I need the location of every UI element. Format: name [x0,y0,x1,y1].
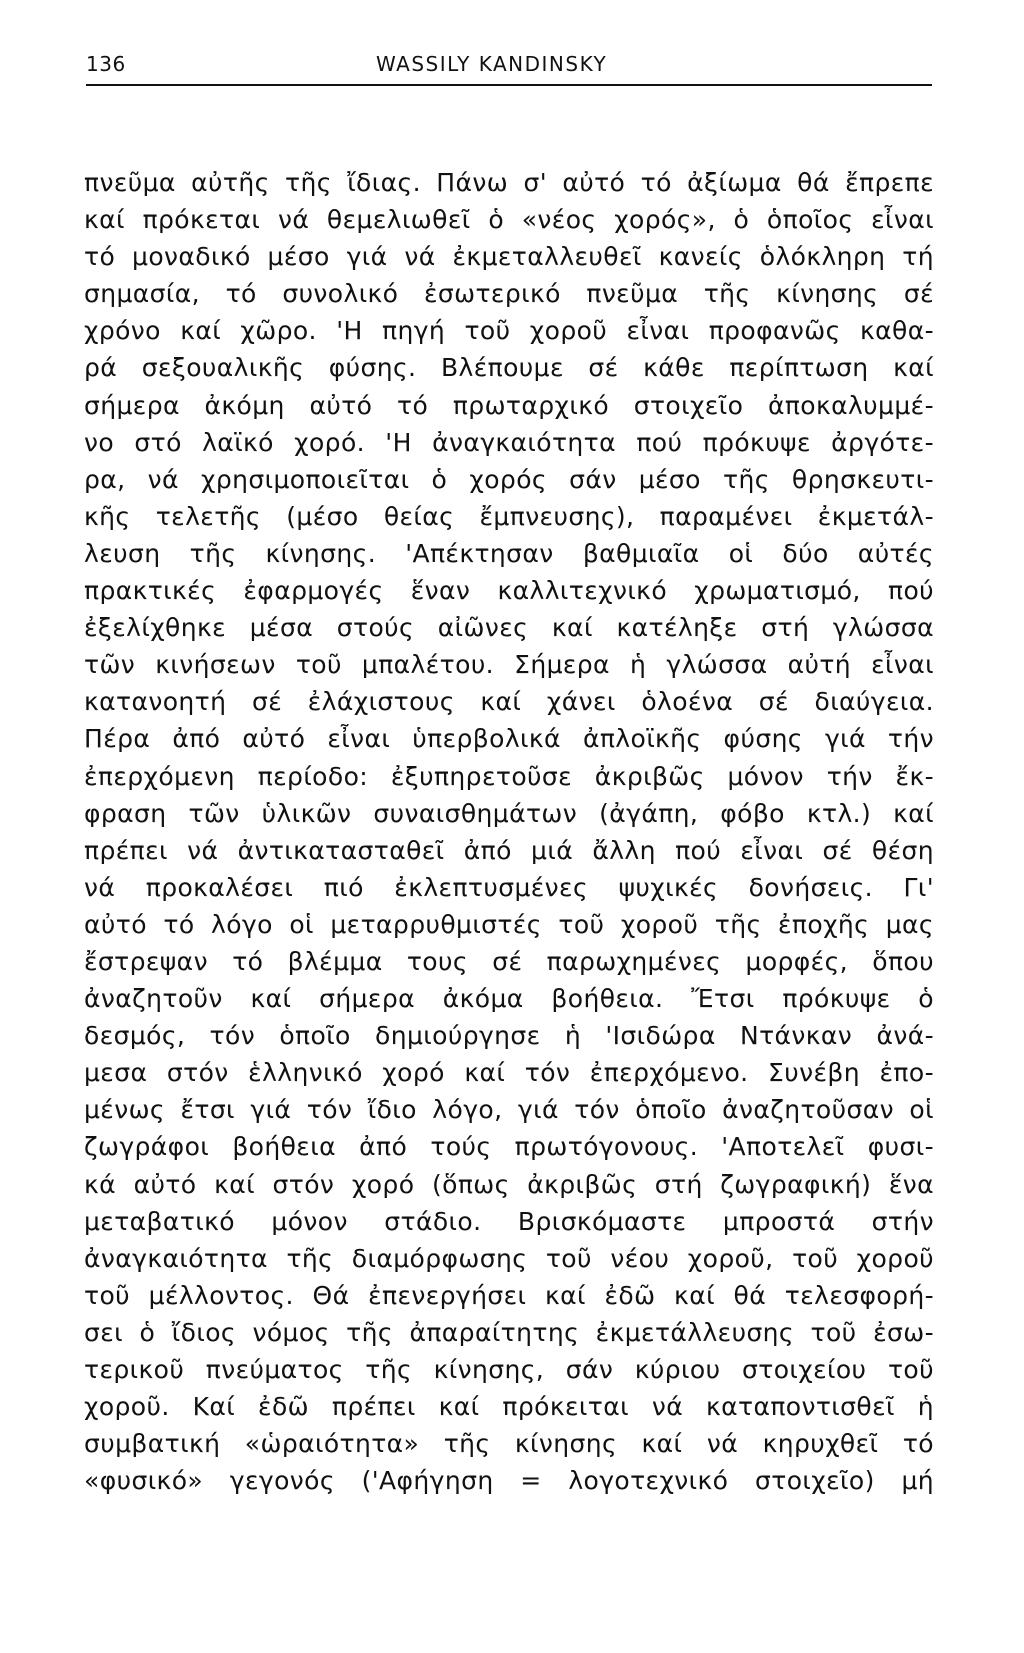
text-line: νο στό λαϊκό χορό. 'Η ἀναγκαιότητα πού πρόκυψε ἀργότε- [84,427,934,457]
text-line: τῶν κινήσεων τοῦ μπαλέτου. Σήμερα ἡ γλώσσα αὐτή εἶναι [84,650,934,680]
body-text [84,164,934,1499]
text-line: φραση τῶν ὑλικῶν συναισθημάτων (ἀγάπη, φόβο κτλ.) καί [84,798,934,828]
text-line: μεταβατικό μόνον στάδιο. Βρισκόμαστε μπροστά στήν [84,1206,934,1236]
text-line: χοροῦ. Καί ἐδῶ πρέπει καί πρόκειται νά καταποντισθεῖ ἡ [84,1392,934,1422]
text-line: ἐξελίχθηκε μέσα στούς αἰῶνες καί κατέληξε στή γλώσσα [84,613,934,643]
text-line: πρακτικές ἐφαρμογές ἕναν καλλιτεχνικό χρωματισμό, πού [84,576,934,606]
text-line: «φυσικό» γεγονός ('Αφήγηση = λογοτεχνικό στοιχεῖο) μή [84,1466,934,1496]
text-line: ἀναζητοῦν καί σήμερα ἀκόμα βοήθεια. Ἔτσι πρόκυψε ὁ [84,984,934,1014]
text-line: κατανοητή σέ ἐλάχιστους καί χάνει ὁλοένα σέ διαύγεια. [84,687,934,717]
text-line: λευση τῆς κίνησης. 'Απέκτησαν βαθμιαῖα οἱ δύο αὐτές [84,538,934,568]
text-line: ἔστρεψαν τό βλέμμα τους σέ παρωχημένες μορφές, ὅπου [84,946,934,976]
text-line: σει ὁ ἴδιος νόμος τῆς ἀπαραίτητης ἐκμετάλλευσης τοῦ ἐσω- [84,1317,934,1347]
text-line: σημασία, τό συνολικό ἐσωτερικό πνεῦμα τῆς κίνησης σέ [84,279,934,309]
text-line: ἀναγκαιότητα τῆς διαμόρφωσης τοῦ νέου χοροῦ, τοῦ χοροῦ [84,1243,934,1273]
text-line: Πέρα ἀπό αὐτό εἶναι ὑπερβολικά ἀπλοϊκῆς φύσης γιά τήν [84,724,934,754]
text-line: ζωγράφοι βοήθεια ἀπό τούς πρωτόγονους. 'Αποτελεῖ φυσι- [84,1132,934,1162]
page-number: 136 [86,52,126,76]
text-line: συμβατική «ὡραιότητα» τῆς κίνησης καί νά κηρυχθεῖ τό [84,1429,934,1459]
text-line: ρά σεξουαλικῆς φύσης. Βλέπουμε σέ κάθε περίπτωση καί [84,353,934,383]
text-line: πρέπει νά ἀντικατασταθεῖ ἀπό μιά ἄλλη πού εἶναι σέ θέση [84,835,934,865]
text-line: τοῦ μέλλοντος. Θά ἐπενεργήσει καί ἐδῶ καί θά τελεσφορή- [84,1280,934,1310]
text-line: κά αὐτό καί στόν χορό (ὅπως ἀκριβῶς στή ζωγραφική) ἕνα [84,1169,934,1199]
text-line: τό μοναδικό μέσο γιά νά ἐκμεταλλευθεῖ κανείς ὁλόκληρη τή [84,242,934,272]
text-line: δεσμός, τόν ὁποῖο δημιούργησε ἡ 'Ισιδώρα Ντάνκαν ἀνά- [84,1021,934,1051]
text-line: καί πρόκεται νά θεμελιωθεῖ ὁ «νέος χορός», ὁ ὁποῖος εἶναι [84,205,934,235]
text-line: πνεῦμα αὐτῆς τῆς ἴδιας. Πάνω σ' αὐτό τό ἀξίωμα θά ἔπρεπε [84,168,934,197]
text-line: ρα, νά χρησιμοποιεῖται ὁ χορός σάν μέσο τῆς θρησκευτι- [84,464,934,494]
text-line: χρόνο καί χῶρο. 'Η πηγή τοῦ χοροῦ εἶναι προφανῶς καθα- [84,316,934,346]
text-line: σήμερα ἀκόμη αὐτό τό πρωταρχικό στοιχεῖο ἀποκαλυμμέ- [84,390,934,420]
text-line: τερικοῦ πνεύματος τῆς κίνησης, σάν κύριου στοιχείου τοῦ [84,1355,934,1384]
text-line: ἐπερχόμενη περίοδο: ἐξυπηρετοῦσε ἀκριβῶς μόνον τήν ἔκ- [84,761,934,791]
page-header [86,50,932,86]
text-line: μεσα στόν ἑλληνικό χορό καί τόν ἐπερχόμενο. Συνέβη ἐπο- [84,1058,934,1088]
running-head: WASSILY KANDINSKY [376,52,608,76]
text-line: κῆς τελετῆς (μέσο θείας ἔμπνευσης), παραμένει ἐκμετάλ- [84,501,934,531]
text-line: αὐτό τό λόγο οἱ μεταρρυθμιστές τοῦ χοροῦ τῆς ἐποχῆς μας [84,909,934,939]
text-line: μένως ἔτσι γιά τόν ἴδιο λόγο, γιά τόν ὁποῖο ἀναζητοῦσαν οἱ [84,1095,934,1125]
text-line: νά προκαλέσει πιό ἐκλεπτυσμένες ψυχικές δονήσεις. Γι' [84,872,934,902]
